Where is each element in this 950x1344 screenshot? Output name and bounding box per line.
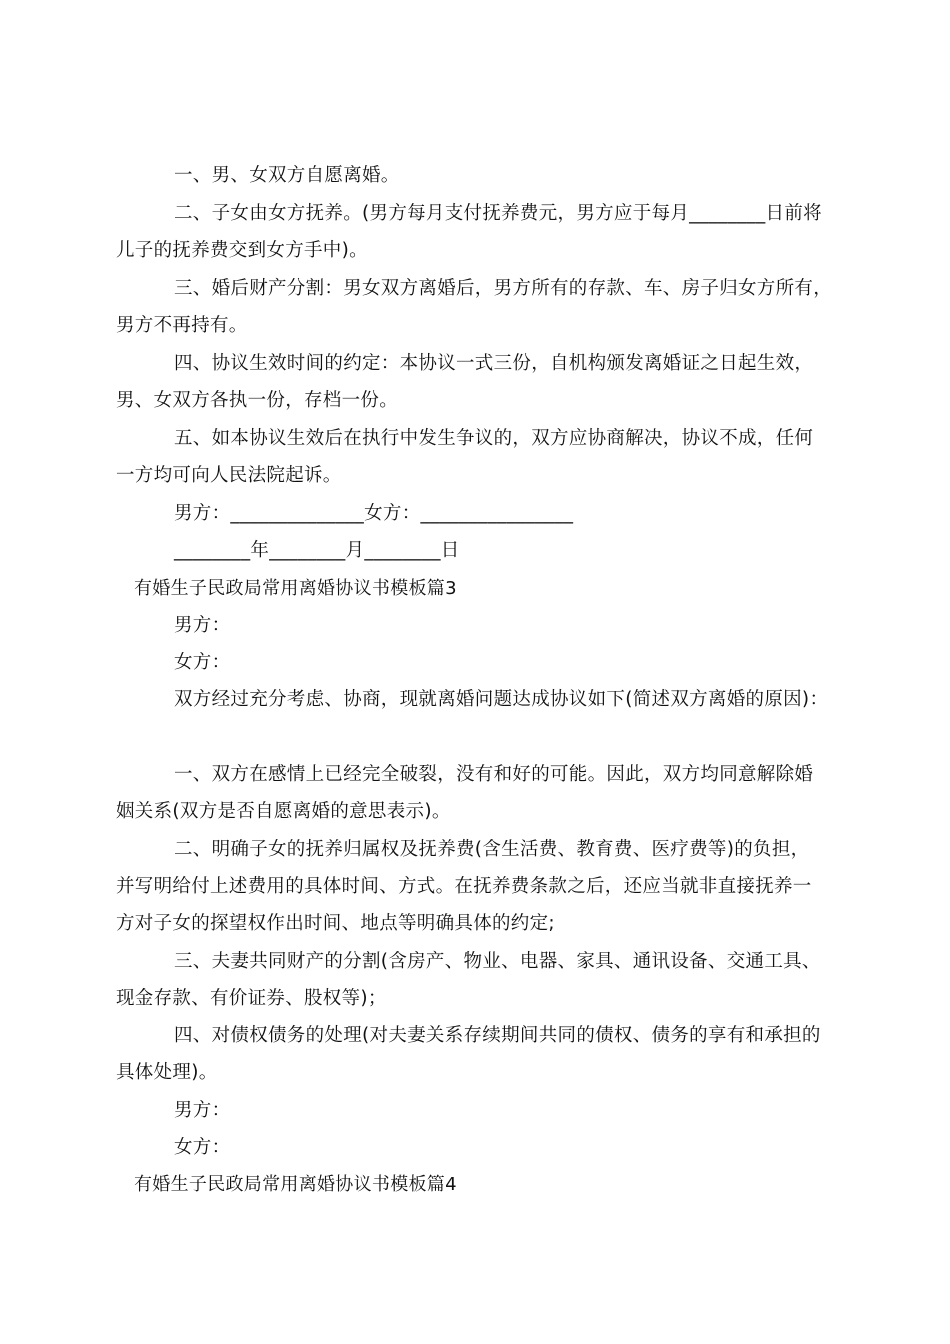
clause-3-line-2: 男方不再持有。 bbox=[116, 315, 248, 336]
clause-2-line-1: 二、子女由女方抚养。(男方每月支付抚养费元，男方应于每月________日前将 bbox=[174, 203, 822, 224]
clause-4-line-1: 四、协议生效时间的约定：本协议一式三份，自机构颁发离婚证之日起生效， bbox=[174, 353, 814, 374]
term-1-line-1: 一、双方在感情上已经完全破裂，没有和好的可能。因此，双方均同意解除婚 bbox=[174, 764, 814, 785]
clause-2-line-2: 儿子的抚养费交到女方手中)。 bbox=[116, 240, 368, 261]
section-3-heading: 有婚生子民政局常用离婚协议书模板篇3 bbox=[134, 578, 457, 599]
term-1-line-2: 姻关系(双方是否自愿离婚的意思表示)。 bbox=[116, 801, 451, 822]
male-party-label: 男方： bbox=[174, 615, 231, 636]
term-2-line-2: 并写明给付上述费用的具体时间、方式。在抚养费条款之后，还应当就非直接抚养一 bbox=[116, 876, 812, 897]
term-3-line-1: 三、夫妻共同财产的分割(含房产、物业、电器、家具、通讯设备、交通工具、 bbox=[174, 951, 821, 972]
term-4-line-1: 四、对债权债务的处理(对夫妻关系存续期间共同的债权、债务的享有和承担的 bbox=[174, 1025, 821, 1046]
term-3-line-2: 现金存款、有价证券、股权等)； bbox=[116, 988, 387, 1009]
signature-line: 男方：______________女方：________________ bbox=[174, 503, 574, 524]
male-party-label-2: 男方： bbox=[174, 1100, 231, 1121]
agreement-intro: 双方经过充分考虑、协商，现就离婚问题达成协议如下(简述双方离婚的原因)： bbox=[174, 689, 829, 710]
clause-3-line-1: 三、婚后财产分割：男女双方离婚后，男方所有的存款、车、房子归女方所有， bbox=[174, 278, 833, 299]
female-party-label: 女方： bbox=[174, 652, 231, 673]
clause-5-line-1: 五、如本协议生效后在执行中发生争议的，双方应协商解决，协议不成，任何 bbox=[174, 428, 814, 449]
clause-1: 一、男、女双方自愿离婚。 bbox=[174, 165, 400, 186]
female-party-label-2: 女方： bbox=[174, 1137, 231, 1158]
term-2-line-1: 二、明确子女的抚养归属权及抚养费(含生活费、教育费、医疗费等)的负担， bbox=[174, 839, 810, 860]
section-4-heading: 有婚生子民政局常用离婚协议书模板篇4 bbox=[134, 1174, 457, 1195]
term-2-line-3: 方对子女的探望权作出时间、地点等明确具体的约定; bbox=[116, 913, 555, 934]
clause-4-line-2: 男、女双方各执一份，存档一份。 bbox=[116, 390, 399, 411]
term-4-line-2: 具体处理)。 bbox=[116, 1062, 218, 1083]
date-line: ________年________月________日 bbox=[174, 540, 460, 561]
clause-5-line-2: 一方均可向人民法院起诉。 bbox=[116, 465, 342, 486]
